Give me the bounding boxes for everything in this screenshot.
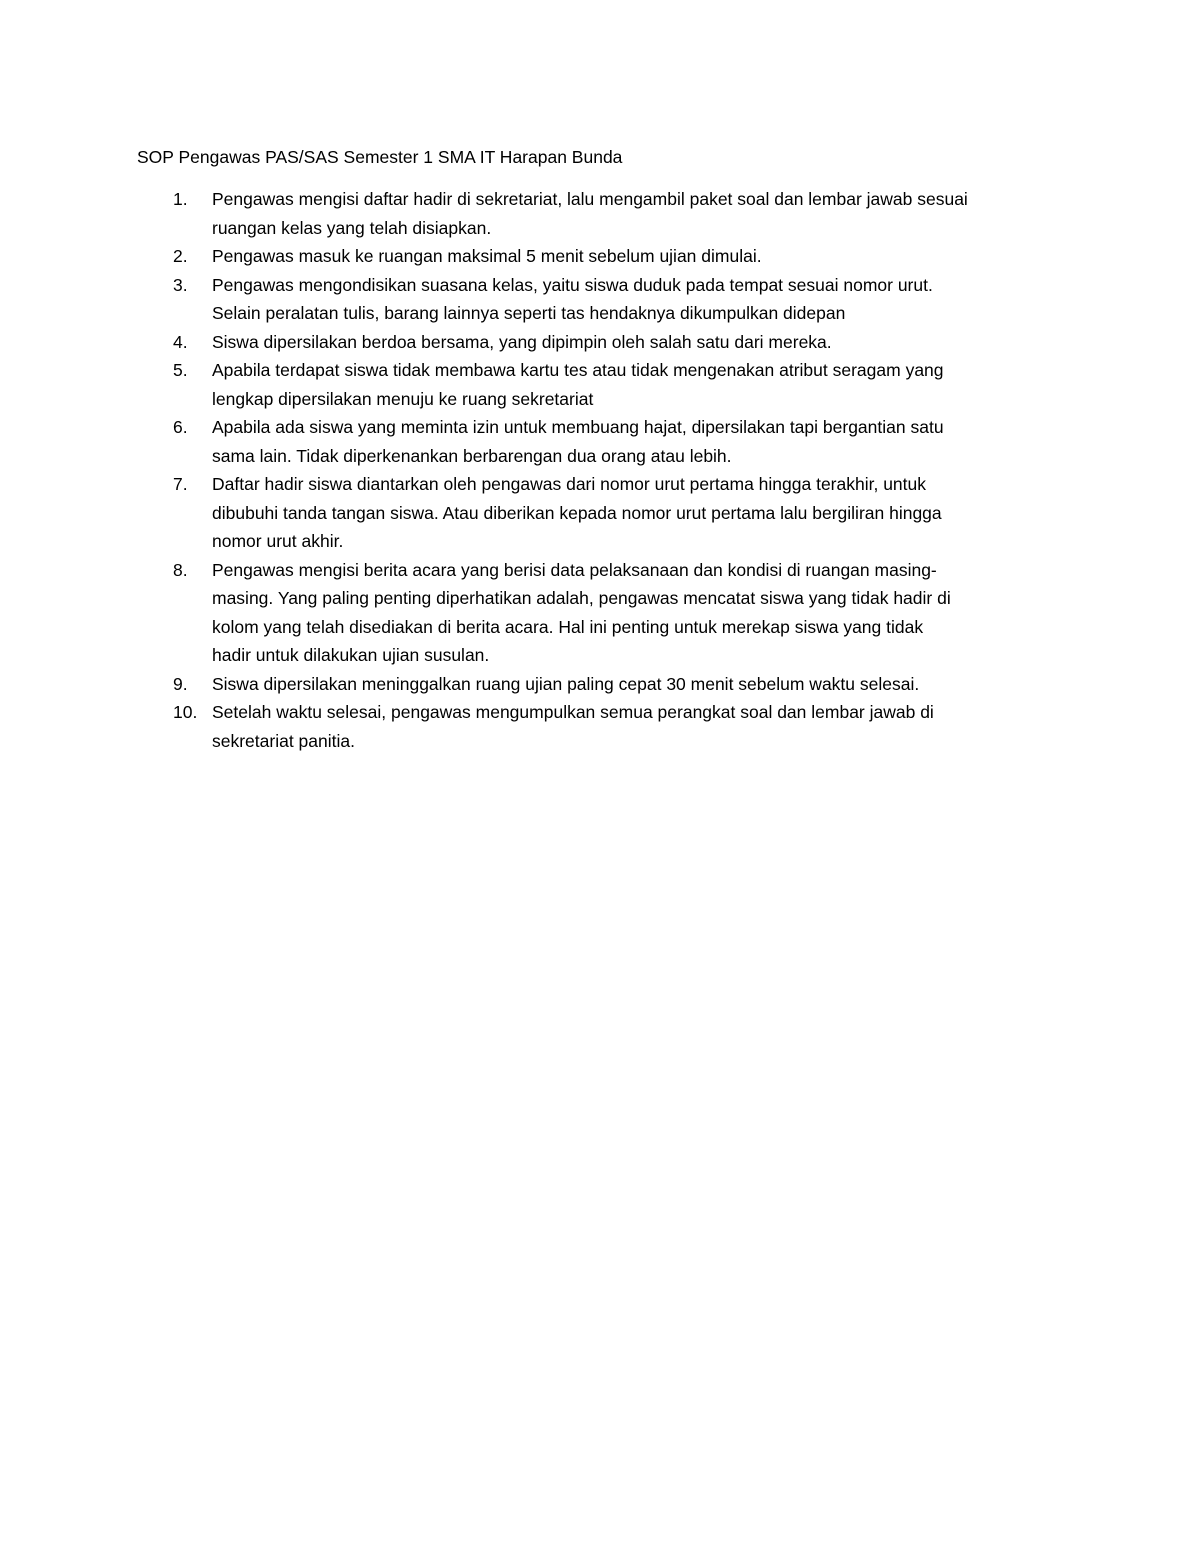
sop-item-line: Siswa dipersilakan meninggalkan ruang ujian paling cepat 30 menit sebelum waktu selesai.	[212, 673, 920, 694]
sop-list-item	[137, 328, 1067, 357]
sop-item-number: 7.	[173, 474, 188, 494]
sop-list-item	[137, 556, 1067, 670]
sop-list-item	[137, 185, 1067, 242]
sop-item-number: 4.	[173, 331, 188, 352]
sop-item-line: Daftar hadir siswa diantarkan oleh pengawas dari nomor urut pertama hingga terakhir, untuk	[212, 474, 927, 494]
sop-item-number: 9.	[173, 673, 188, 694]
sop-item-line: Pengawas masuk ke ruangan maksimal 5 menit sebelum ujian dimulai.	[212, 246, 762, 266]
sop-item-line: kolom yang telah disediakan di berita acara. Hal ini penting untuk merekap siswa yang tidak	[212, 616, 924, 637]
document-title: SOP Pengawas PAS/SAS Semester 1 SMA IT Harapan Bunda	[137, 147, 623, 167]
document-content	[137, 143, 1067, 755]
sop-item-line: Pengawas mengisi daftar hadir di sekretariat, lalu mengambil paket soal dan lembar jawab sesuai	[212, 189, 968, 209]
sop-item-number: 5.	[173, 360, 188, 380]
sop-item-line: Apabila terdapat siswa tidak membawa kartu tes atau tidak mengenakan atribut seragam yang	[212, 360, 944, 380]
sop-list-item	[137, 470, 1067, 556]
sop-item-line: sama lain. Tidak diperkenankan berbarengan dua orang atau lebih.	[212, 445, 732, 466]
sop-list-item	[137, 698, 1067, 755]
sop-item-number: 2.	[173, 246, 188, 266]
sop-item-line: hadir untuk dilakukan ujian susulan.	[212, 645, 490, 665]
sop-list-item	[137, 242, 1067, 271]
sop-item-number: 8.	[173, 559, 188, 580]
sop-item-number: 6.	[173, 417, 188, 437]
sop-item-line: ruangan kelas yang telah disiapkan.	[212, 217, 492, 238]
sop-item-number: 10.	[173, 702, 198, 722]
sop-list-item	[137, 413, 1067, 470]
sop-item-number: 1.	[173, 189, 188, 209]
sop-item-line: Setelah waktu selesai, pengawas mengumpulkan semua perangkat soal dan lembar jawab di	[212, 702, 934, 722]
sop-item-line: dibubuhi tanda tangan siswa. Atau diberikan kepada nomor urut pertama lalu bergiliran hingga	[212, 502, 942, 523]
sop-list-item	[137, 271, 1067, 328]
sop-item-line: Selain peralatan tulis, barang lainnya seperti tas hendaknya dikumpulkan didepan	[212, 303, 846, 323]
sop-item-line: Apabila ada siswa yang meminta izin untuk membuang hajat, dipersilakan tapi bergantian satu	[212, 417, 944, 437]
sop-item-number: 3.	[173, 274, 188, 295]
sop-item-line: lengkap dipersilakan menuju ke ruang sekretariat	[212, 388, 594, 409]
sop-item-line: sekretariat panitia.	[212, 730, 355, 751]
sop-list-item	[137, 670, 1067, 699]
sop-item-line: Pengawas mengisi berita acara yang berisi data pelaksanaan dan kondisi di ruangan masing-	[212, 559, 937, 580]
sop-item-line: Siswa dipersilakan berdoa bersama, yang dipimpin oleh salah satu dari mereka.	[212, 331, 832, 352]
sop-item-line: Pengawas mengondisikan suasana kelas, yaitu siswa duduk pada tempat sesuai nomor urut.	[212, 274, 933, 295]
sop-item-line: masing. Yang paling penting diperhatikan adalah, pengawas mencatat siswa yang tidak hadir di	[212, 588, 951, 608]
sop-list-item	[137, 356, 1067, 413]
sop-list	[137, 185, 1067, 755]
sop-item-line: nomor urut akhir.	[212, 531, 344, 551]
